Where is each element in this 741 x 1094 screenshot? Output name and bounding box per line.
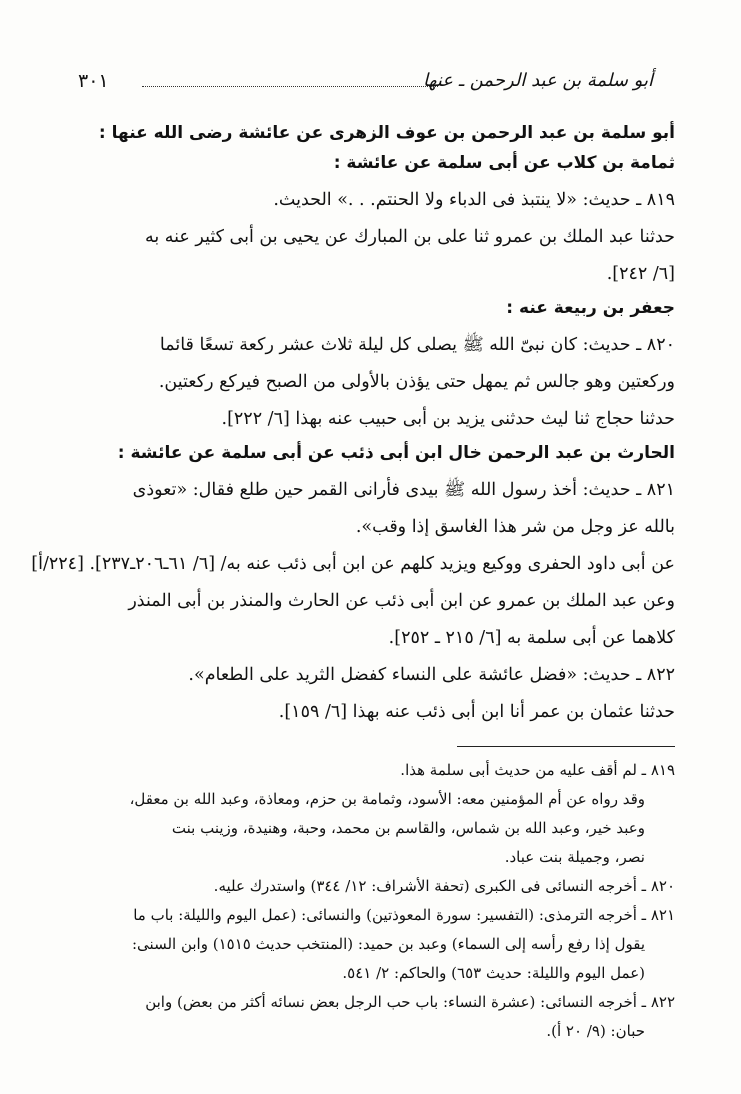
footnote-821-cont: يقول إذا رفع رأسه إلى السماء) وعبد بن حميد: (المنتخب حديث ١٥١٥) وابن السنى: [131, 935, 645, 953]
footnote-819-cont: وقد رواه عن أم المؤمنين معه: الأسود، وثمامة بن حزم، ومعاذة، وعبد الله بن معقل، [129, 790, 645, 808]
subsection-heading: ثمامة بن كلاب عن أبى سلمة عن عائشة : [333, 153, 675, 173]
hadith-819-text: ٨١٩ ـ حديث: «لا ينتبذ فى الدباء ولا الحنتم. . .» الحديث. [273, 190, 675, 210]
footnotes [70, 756, 675, 1046]
footnote-separator [457, 746, 675, 747]
hadith-822-text: ٨٢٢ ـ حديث: «فضل عائشة على النساء كفضل الثريد على الطعام». [188, 665, 675, 685]
hadith-820-text: ٨٢٠ ـ حديث: كان نبىّ الله ﷺ يصلى كل ليلة ثلاث عشر ركعة تسعًا قائما [159, 335, 675, 355]
hadith-821-reference: كلاهما عن أبى سلمة به [٦/ ٢١٥ ـ ٢٥٢]. [388, 628, 675, 648]
hadith-821-isnad-cont: وعن عبد الملك بن عمرو عن ابن أبى ذئب عن الحارث والمنذر بن أبى المنذر [128, 591, 675, 611]
footnote-819-cont: نصر، وجميلة بنت عباد. [504, 848, 645, 866]
main-text [31, 118, 675, 731]
header-dotted-rule [142, 86, 438, 87]
subsection-heading: جعفر بن ربيعة عنه : [506, 298, 675, 318]
footnote-821-cont: (عمل اليوم والليلة: حديث ٦٥٣) والحاكم: ٢/ ٥٤١. [342, 964, 645, 982]
hadith-822-isnad: حدثنا عثمان بن عمر أنا ابن أبى ذئب عنه بهذا [٦/ ١٥٩]. [278, 702, 675, 722]
subsection-heading: الحارث بن عبد الرحمن خال ابن أبى ذئب عن أبى سلمة عن عائشة : [117, 443, 675, 463]
footnote-819: ٨١٩ ـ لم أقف عليه من حديث أبى سلمة هذا. [400, 761, 675, 779]
hadith-821-text-cont: بالله عز وجل من شر هذا الغاسق إذا وقب». [355, 517, 675, 537]
hadith-821-text: ٨٢١ ـ حديث: أخذ رسول الله ﷺ بيدى فأرانى القمر حين طلع فقال: «تعوذى [132, 480, 675, 500]
hadith-821-isnad: عن أبى داود الحفرى ووكيع ويزيد كلهم عن ابن أبى ذئب عنه به/ [٦/ ٦١ـ٢٠٦ـ٢٣٧]. [٢٢٤/أ] [31, 554, 675, 574]
footnote-821: ٨٢١ ـ أخرجه الترمذى: (التفسير: سورة المعوذتين) والنسائى: (عمل اليوم والليلة: باب ما [133, 906, 675, 924]
footnote-819-cont: وعبد خير، وعبد الله بن شماس، والقاسم بن محمد، وحبة، وهنيدة، وزينب بنت [171, 819, 645, 837]
hadith-820-isnad: حدثنا حجاج ثنا ليث حدثنى يزيد بن أبى حبيب عنه بهذا [٦/ ٢٢٢]. [221, 409, 675, 429]
page-header [78, 70, 653, 102]
footnote-820: ٨٢٠ ـ أخرجه النسائى فى الكبرى (تحفة الأشراف: ١٢/ ٣٤٤) واستدرك عليه. [213, 877, 675, 895]
hadith-819-isnad: حدثنا عبد الملك بن عمرو ثنا على بن المبارك عن يحيى بن أبى كثير عنه به [144, 227, 675, 247]
hadith-819-reference: [٦/ ٢٤٢]. [606, 264, 675, 284]
footnote-822-cont: حبان: (٩/ ٢٠ أ). [546, 1022, 645, 1040]
running-title: أبو سلمة بن عبد الرحمن ـ عنها [423, 70, 653, 91]
section-heading: أبو سلمة بن عبد الرحمن بن عوف الزهرى عن عائشة رضى الله عنها : [98, 123, 675, 143]
page-number: ٣٠١ [78, 70, 109, 92]
hadith-820-text-cont: وركعتين وهو جالس ثم يمهل حتى يؤذن بالأولى من الصبح فيركع ركعتين. [158, 372, 675, 392]
footnote-822: ٨٢٢ ـ أخرجه النسائى: (عشرة النساء: باب حب الرجل بعض نسائه أكثر من بعض) وابن [145, 993, 675, 1011]
